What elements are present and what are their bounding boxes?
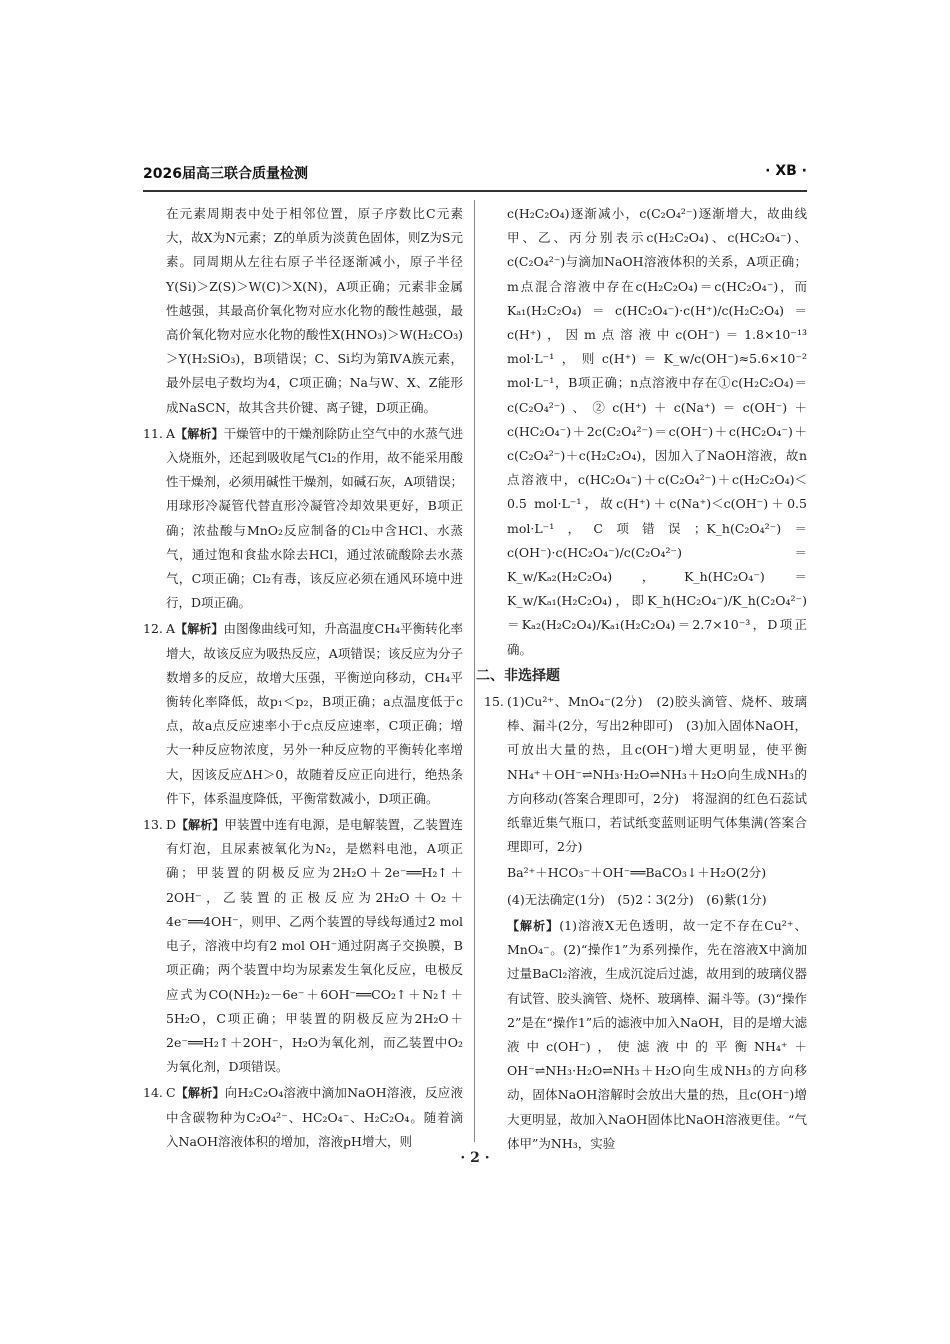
page-number: · 2 · xyxy=(460,1150,490,1166)
item-text: 甲装置中连有电源，是电解装置，乙装置连有灯泡，且尿素被氧化为N₂，是燃料电池，A项正确；甲装置的阴极反应为2H₂O＋2e⁻══H₂↑＋2OH⁻，乙装置的正极反应为2H₂O＋O₂＋4e⁻══4OH⁻，则甲、乙两个装置的导线每通过2 mol电子，溶液中均有2 mol OH⁻通过阴离子交换膜，B项正确；两个装置中均为尿素发生氧化反应，电极反应式为CO(NH₂)₂－6e⁻＋6OH⁻══CO₂↑＋N₂↑＋5H₂O，C项正确；甲装置的阴极反应为2H₂O＋2e⁻══H₂↑＋2OH⁻，H₂O为氧化剂，而乙装置中O₂为氧化剂，D项错误。 xyxy=(166,817,463,1075)
document-header-title: 2026届高三联合质量检测 xyxy=(143,166,308,182)
right-column xyxy=(476,202,807,1158)
section-title: 二、非选择题 xyxy=(476,667,560,684)
left-column xyxy=(143,202,463,1156)
item-14-continuation: c(H₂C₂O₄)逐渐减小，c(C₂O₄²⁻)逐渐增大，故曲线甲、乙、丙分别表示c(H₂C₂O₄)、c(HC₂O₄⁻)、c(C₂O₄²⁻)与滴加NaOH溶液体积的关系，A项正确；m点混合溶液中存在c(H₂C₂O₄)＝c(HC₂O₄⁻)，而Kₐ₁(H₂C₂O₄)＝c(HC₂O₄⁻)·c(H⁺)/c(H₂C₂O₄)＝c(H⁺)，因m点溶液中c(OH⁻)＝1.8×10⁻¹³ mol·L⁻¹，则c(H⁺)＝K_w/c(OH⁻)≈5.6×10⁻² mol·L⁻¹，B项正确；n点溶液中存在①c(H₂C₂O₄)＝c(C₂O₄²⁻)、②c(H⁺)＋c(Na⁺)＝c(OH⁻)＋c(HC₂O₄⁻)＋2c(C₂O₄²⁻)＝c(OH⁻)＋c(HC₂O₄⁻)＋c(C₂O₄²⁻)＋c(H₂C₂O₄)，因加入了NaOH溶液，故n点溶液中，c(HC₂O₄⁻)＋c(C₂O₄²⁻)＋c(H₂C₂O₄)＜0.5 mol·L⁻¹，故c(H⁺)＋c(Na⁺)＜c(OH⁻)＋0.5 mol·L⁻¹，C项错误；K_h(C₂O₄²⁻)＝c(OH⁻)·c(HC₂O₄⁻)/c(C₂O₄²⁻)＝K_w/Kₐ₂(H₂C₂O₄)，K_h(HC₂O₄⁻)＝K_w/Kₐ₁(H₂C₂O₄)，即K_h(HC₂O₄⁻)/K_h(C₂O₄²⁻)＝Kₐ₂(H₂C₂O₄)/Kₐ₁(H₂C₂O₄)＝2.7×10⁻³，D项正确。 xyxy=(507,206,807,657)
chemical-equation: Ba²⁺＋HCO₃⁻＋OH⁻══BaCO₃↓＋H₂O(2分) xyxy=(507,865,767,881)
item-answer-continuation: (4)无法确定(1分) (5)2∶3(2分) (6)紫(1分) xyxy=(507,891,767,907)
answer-item-12 xyxy=(143,617,463,811)
item-answer: D xyxy=(166,817,177,833)
item-answer: A xyxy=(166,621,176,637)
item-answer-text: (1)Cu²⁺、MnO₄⁻(2分) (2)胶头滴管、烧杯、玻璃棒、漏斗(2分，写出2种即可) (3)加入固体NaOH，可放出大量的热，且c(OH⁻)增大更明显，使平衡NH₄⁺＋OH⁻⇌NH₃·H₂O⇌NH₃＋H₂O向生成NH₃的方向移动(答案合理即可，2分) 将湿润的红色石蕊试纸靠近集气瓶口，若试纸变蓝则证明气体集满(答案合理即可，2分) xyxy=(507,694,807,855)
analysis-tag: 【解析】 xyxy=(175,426,224,441)
item-text: 干燥管中的干燥剂除防止空气中的水蒸气进入烧瓶外，还起到吸收尾气Cl₂的作用，故不能采用酸性干燥剂，必须用碱性干燥剂，如碱石灰，A项错误；用球形冷凝管代替直形冷凝管冷却效果更好，B项正确；浓盐酸与MnO₂反应制备的Cl₂中含HCl、水蒸气，通过饱和食盐水除去HCl，通过浓硫酸除去水蒸气，C项正确；Cl₂有毒，该反应必须在通风环境中进行，D项正确。 xyxy=(166,425,463,611)
item-analysis xyxy=(484,914,807,1156)
item-text: 由图像曲线可知，升高温度CH₄平衡转化率增大，故该反应为吸热反应，A项错误；该反应为分子数增多的反应，故增大压强，平衡逆向移动，CH₄平衡转化率降低，故p₁＜p₂，B项正确；a点温度低于c点，故a点反应速率小于c点反应速率，C项正确；增大一种反应物浓度，另外一种反应物的平衡转化率增大，因该反应ΔH＞0，故随着反应正向进行，绝热条件下，体系温度降低，平衡常数减小，D项正确。 xyxy=(166,621,463,806)
column-divider xyxy=(474,200,475,1142)
answer-item-14 xyxy=(143,1081,463,1154)
answer-item-15 xyxy=(484,690,807,859)
answer-item-11 xyxy=(143,422,463,616)
analysis-tag: 【解析】 xyxy=(175,622,224,637)
item-answer: C xyxy=(166,1085,176,1101)
answer-item-13 xyxy=(143,813,463,1079)
item-number: 12. xyxy=(143,621,163,637)
item-number: 13. xyxy=(143,817,163,833)
document-header-code: · XB · xyxy=(765,163,807,179)
analysis-tag: 【解析】 xyxy=(507,918,560,933)
item-text: 向H₂C₂O₄溶液中滴加NaOH溶液，反应液中含碳物种为C₂O₄²⁻、HC₂O₄⁻、H₂C₂O₄。随着滴入NaOH溶液体积的增加，溶液pH增大，则 xyxy=(166,1085,463,1149)
item-number: 11. xyxy=(143,425,163,441)
analysis-text: (1)溶液X无色透明，故一定不存在Cu²⁺、MnO₄⁻。(2)“操作1”为系列操作，先在溶液X中滴加过量BaCl₂溶液，生成沉淀后过滤，故用到的玻璃仪器有试管、胶头滴管、烧杯、玻璃棒、漏斗等。(3)“操作2”是在“操作1”后的滤液中加入NaOH，目的是增大滤液中c(OH⁻)，使滤液中的平衡NH₄⁺＋OH⁻⇌NH₃·H₂O⇌NH₃＋H₂O向生成NH₃的方向移动，固体NaOH溶解时会放出大量的热，且c(OH⁻)增大更明显，故加入NaOH固体比NaOH溶液更佳。“气体甲”为NH₃，实验 xyxy=(507,917,807,1151)
analysis-tag: 【解析】 xyxy=(175,1086,225,1101)
header-rule xyxy=(143,190,807,192)
item-number: 14. xyxy=(143,1085,163,1101)
analysis-tag: 【解析】 xyxy=(176,818,225,833)
left-continuation-text: 在元素周期表中处于相邻位置，原子序数比C元素大，故X为N元素；Z的单质为淡黄色固体，则Z为S元素。同周期从左往右原子半径逐渐减小，原子半径Y(Si)＞Z(S)＞W(C)＞X(N)，A项正确；元素非金属性越强，其最高价氧化物对应水化物的酸性越强，最高价氧化物对应水化物的酸性X(HNO₃)＞W(H₂CO₃)＞Y(H₂SiO₃)，B项错误；C、Si均为第ⅣA族元素，最外层电子数均为4，C项正确；Na与W、X、Z能形成NaSCN，故其含共价键、离子键，D项正确。 xyxy=(166,206,463,415)
item-answer: A xyxy=(166,425,176,441)
item-number: 15. xyxy=(484,694,504,710)
